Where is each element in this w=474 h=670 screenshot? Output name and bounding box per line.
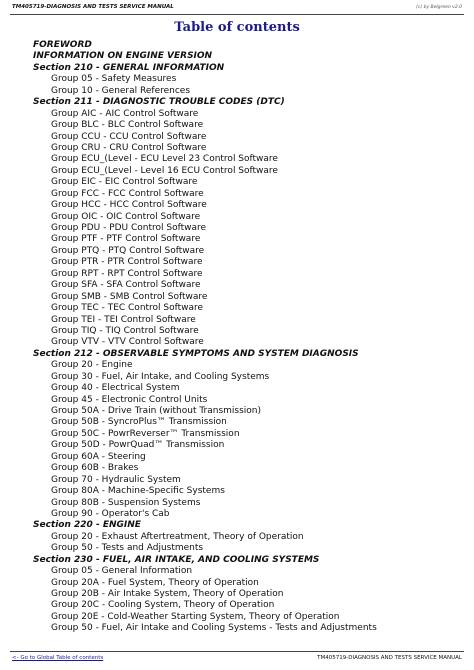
table-of-contents	[33, 40, 464, 635]
toc-section-link[interactable]: FOREWORD	[33, 40, 92, 50]
toc-group-link[interactable]: Group 50A - Drive Train (without Transmission)	[51, 406, 262, 416]
toc-group-link[interactable]: Group 20C - Cooling System, Theory of Operation	[51, 600, 275, 611]
toc-group-link[interactable]: Group RPT - RPT Control Software	[51, 268, 203, 279]
toc-group-link[interactable]: Group 05 - Safety Measures	[51, 74, 177, 85]
toc-group-link[interactable]: Group 05 - General Information	[51, 566, 193, 577]
toc-group-link[interactable]: Group CCU - CCU Control Software	[51, 131, 207, 142]
toc-group-link[interactable]: Group 20A - Fuel System, Theory of Operation	[51, 577, 259, 588]
toc-group-link[interactable]: Group 20 - Exhaust Aftertreatment, Theory of Operation	[51, 531, 304, 542]
page-title: Table of contents	[174, 20, 300, 35]
toc-group-link[interactable]: Group TEI - TEI Control Software	[51, 314, 196, 325]
toc-group-link[interactable]: Group 20E - Cold-Weather Starting System, Theory of Operation	[51, 611, 340, 622]
toc-group-link[interactable]: Group SFA - SFA Control Software	[51, 280, 201, 291]
page-footer	[10, 651, 464, 664]
toc-group-link[interactable]: Group SMB - SMB Control Software	[51, 291, 208, 302]
header-manual-title: TM405719-DIAGNOSIS AND TESTS SERVICE MANUAL	[12, 4, 174, 10]
toc-group-link[interactable]: Group 50 - Fuel, Air Intake and Cooling Systems - Tests and Adjustments	[51, 623, 377, 634]
toc-group-link[interactable]: Group 80B - Suspension Systems	[51, 497, 201, 508]
toc-group-link[interactable]: Group 50C - PowrReverser™ Transmission	[51, 428, 240, 439]
toc-group-link[interactable]: Group AIC - AIC Control Software	[51, 108, 199, 119]
toc-group-link[interactable]: Group EIC - EIC Control Software	[51, 177, 198, 188]
toc-group-link[interactable]: Group FCC - FCC Control Software	[51, 188, 204, 199]
toc-group-link[interactable]: Group PDU - PDU Control Software	[51, 223, 207, 233]
toc-group-link[interactable]: Group PTF - PTF Control Software	[51, 234, 201, 245]
toc-section-link[interactable]: Section 211 - DIAGNOSTIC TROUBLE CODES (DTC)	[33, 97, 285, 108]
toc-group-link[interactable]: Group PTQ - PTQ Control Software	[51, 245, 205, 256]
toc-group-link[interactable]: Group 20B - Air Intake System, Theory of Operation	[51, 589, 284, 599]
footer-manual-title: TM405719-DIAGNOSIS AND TESTS SERVICE MANUAL	[317, 655, 462, 661]
toc-section-link[interactable]: Section 212 - OBSERVABLE SYMPTOMS AND SYSTEM DIAGNOSIS	[33, 348, 359, 359]
toc-group-link[interactable]: Group BLC - BLC Control Software	[51, 120, 204, 131]
toc-group-link[interactable]: Group 30 - Fuel, Air Intake, and Cooling Systems	[51, 371, 270, 382]
toc-group-link[interactable]: Group 50B - SyncroPlus™ Transmission	[51, 417, 227, 428]
toc-group-link[interactable]: Group 70 - Hydraulic System	[51, 474, 181, 485]
toc-group-link[interactable]: Group 45 - Electronic Control Units	[51, 394, 208, 405]
toc-section-link[interactable]: Section 210 - GENERAL INFORMATION	[33, 62, 225, 73]
toc-group-link[interactable]: Group TIQ - TIQ Control Software	[51, 325, 199, 336]
toc-group-link[interactable]: Group ECU_(Level - ECU Level 23 Control Software	[51, 154, 278, 165]
toc-group-link[interactable]: Group 60B - Brakes	[51, 463, 139, 474]
toc-group-link[interactable]: Group 80A - Machine-Specific Systems	[51, 486, 225, 497]
toc-group-link[interactable]: Group PTR - PTR Control Software	[51, 257, 203, 268]
toc-section-link[interactable]: Section 230 - FUEL, AIR INTAKE, AND COOLING SYSTEMS	[33, 554, 320, 565]
toc-section-link[interactable]: Section 220 - ENGINE	[33, 520, 141, 531]
toc-group-link[interactable]: Group 60A - Steering	[51, 451, 146, 462]
toc-group-link[interactable]: Group HCC - HCC Control Software	[51, 200, 207, 211]
toc-group-link[interactable]: Group 50D - PowrQuad™ Transmission	[51, 440, 225, 451]
global-toc-link[interactable]: <- Go to Global Table of contents	[12, 655, 104, 661]
toc-group-link[interactable]: Group 10 - General References	[51, 85, 191, 96]
toc-group-link[interactable]: Group VTV - VTV Control Software	[51, 337, 204, 348]
toc-group-link[interactable]: Group 50 - Tests and Adjustments	[51, 543, 204, 554]
toc-section-link[interactable]: INFORMATION ON ENGINE VERSION	[33, 51, 213, 62]
toc-group-link[interactable]: Group 20 - Engine	[51, 360, 133, 371]
header-copyright: (c) by Belgreen v2.0	[416, 5, 462, 10]
toc-group-link[interactable]: Group 90 - Operator's Cab	[51, 508, 170, 519]
toc-group-link[interactable]: Group 40 - Electrical System	[51, 383, 180, 394]
page-header	[10, 2, 464, 15]
toc-group-link[interactable]: Group OIC - OIC Control Software	[51, 211, 201, 222]
toc-group-link[interactable]: Group TEC - TEC Control Software	[51, 303, 204, 314]
toc-group-link[interactable]: Group ECU_(Level - Level 16 ECU Control Software	[51, 165, 278, 176]
toc-group-link[interactable]: Group CRU - CRU Control Software	[51, 142, 207, 153]
